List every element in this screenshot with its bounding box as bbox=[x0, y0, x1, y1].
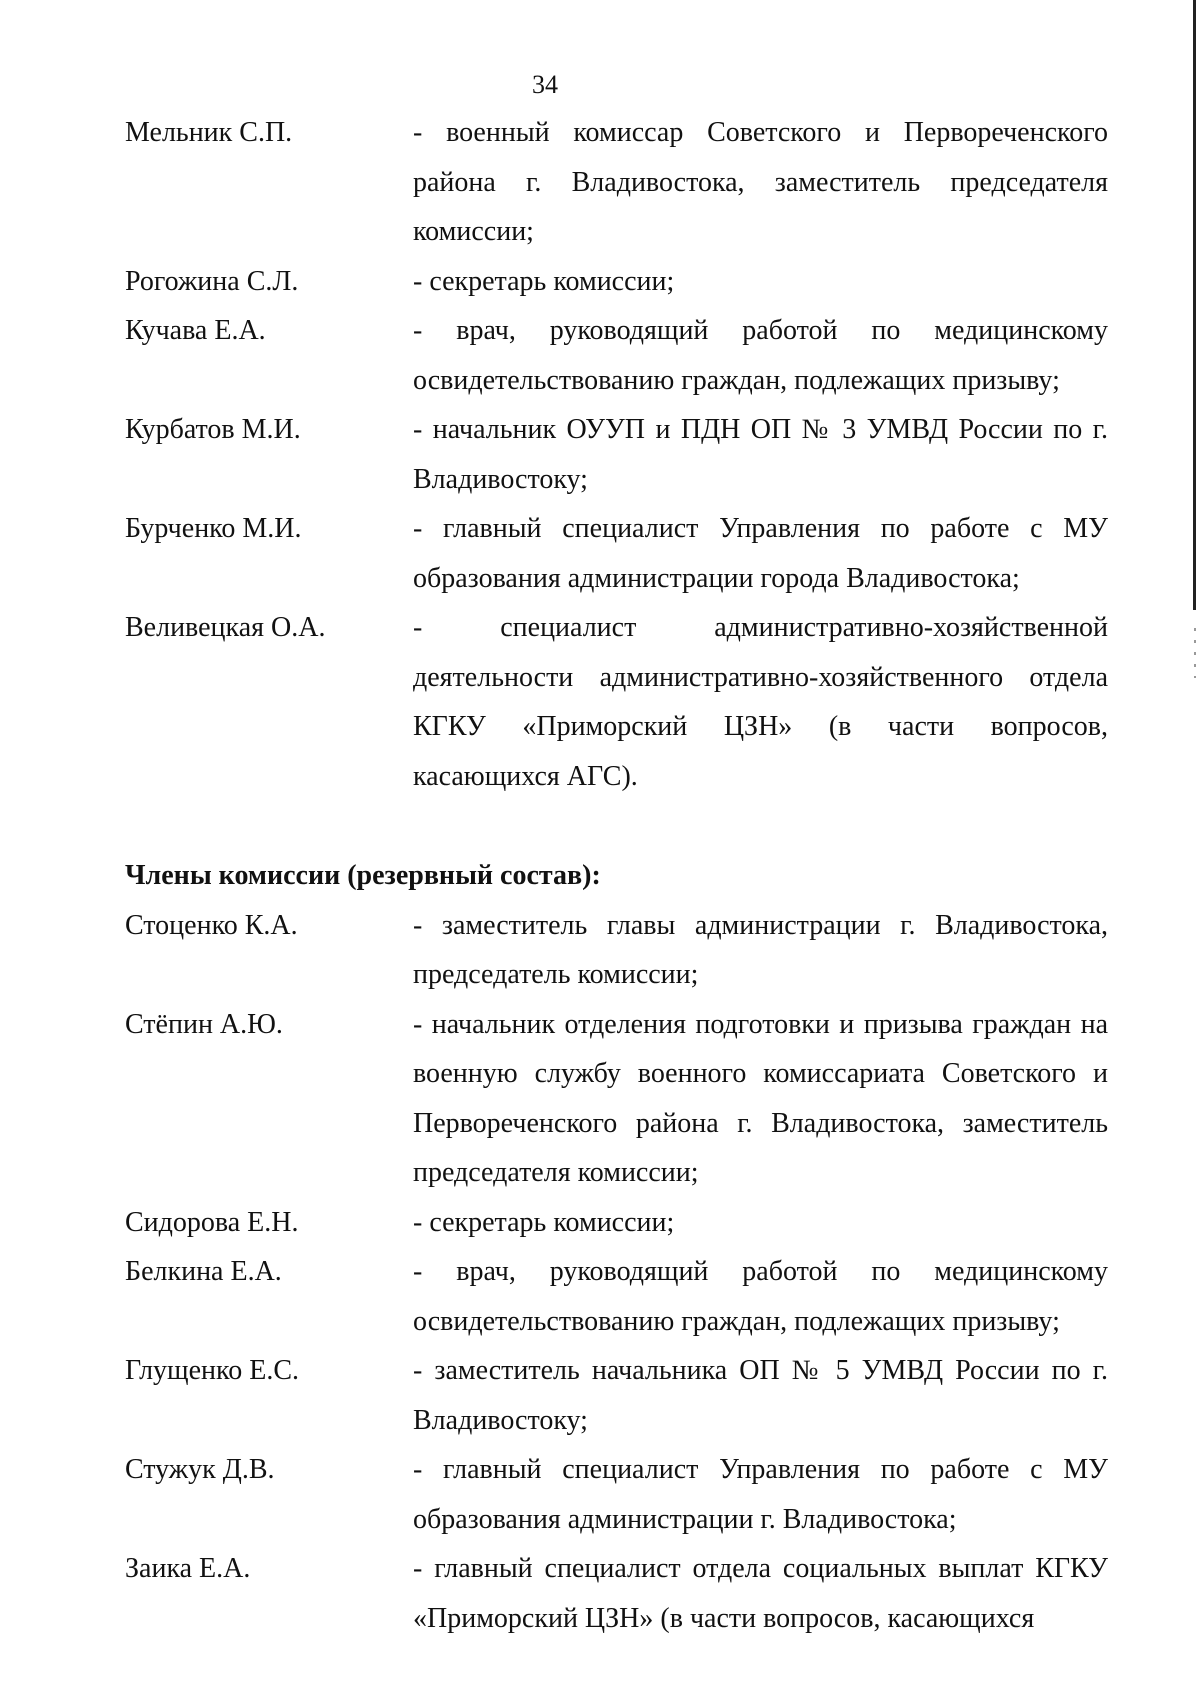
member-entry bbox=[125, 306, 1108, 405]
member-entry bbox=[125, 504, 1108, 603]
reserve-member-entry bbox=[125, 901, 1108, 1000]
reserve-member-entry bbox=[125, 1000, 1108, 1198]
member-role: - начальник отделения подготовки и призыва граждан на военную службу военного комиссариата Советского и Первореченского района г. Владивостока, заместитель председателя комиссии; bbox=[413, 1008, 1108, 1188]
member-role: - военный комиссар Советского и Первореченского района г. Владивостока, заместитель председателя комиссии; bbox=[413, 117, 1108, 247]
member-entry bbox=[125, 108, 1108, 257]
reserve-member-entry bbox=[125, 1346, 1108, 1445]
member-entry bbox=[125, 603, 1108, 801]
member-name: Веливецкая О.А. bbox=[125, 612, 326, 643]
member-role: - секретарь комиссии; bbox=[413, 265, 675, 297]
page-number: 34 bbox=[532, 70, 558, 99]
reserve-member-entry bbox=[125, 1445, 1108, 1544]
member-role: - врач, руководящий работой по медицинскому освидетельствованию граждан, подлежащих призыву; bbox=[413, 315, 1108, 396]
member-entry bbox=[125, 257, 1108, 307]
member-role: - начальник ОУУП и ПДН ОП № 3 УМВД России по г. Владивостоку; bbox=[413, 414, 1108, 495]
page-edge-line bbox=[1193, 0, 1196, 610]
member-name: Белкина Е.А. bbox=[125, 1256, 282, 1287]
reserve-section-heading: Члены комиссии (резервный состав): bbox=[125, 860, 601, 891]
member-name: Глущенко Е.С. bbox=[125, 1355, 299, 1386]
member-name: Кучава Е.А. bbox=[125, 315, 266, 346]
member-role: - секретарь комиссии; bbox=[413, 1206, 675, 1238]
member-name: Сидорова Е.Н. bbox=[125, 1206, 299, 1238]
document-body bbox=[125, 108, 1108, 1643]
member-name: Стужук Д.В. bbox=[125, 1454, 275, 1485]
reserve-member-entry bbox=[125, 1544, 1108, 1643]
member-name: Бурченко М.И. bbox=[125, 513, 302, 544]
member-entry bbox=[125, 405, 1108, 504]
member-role: - заместитель начальника ОП № 5 УМВД России по г. Владивостоку; bbox=[413, 1355, 1108, 1436]
member-name: Заика Е.А. bbox=[125, 1553, 251, 1584]
member-name: Стёпин А.Ю. bbox=[125, 1008, 283, 1040]
member-role: - заместитель главы администрации г. Владивостока, председатель комиссии; bbox=[413, 909, 1108, 990]
member-role: - специалист административно-хозяйственной деятельности административно-хозяйственного отдела КГКУ «Приморский ЦЗН» (в части вопросов, касающихся АГС). bbox=[413, 612, 1108, 792]
member-name: Мельник С.П. bbox=[125, 117, 293, 148]
member-name: Рогожина С.Л. bbox=[125, 265, 299, 297]
member-role: - главный специалист Управления по работе с МУ образования администрации г. Владивостока; bbox=[413, 1454, 1108, 1535]
member-role: - главный специалист Управления по работе с МУ образования администрации города Владивостока; bbox=[413, 513, 1108, 594]
member-role: - главный специалист отдела социальных выплат КГКУ «Приморский ЦЗН» (в части вопросов, касающихся bbox=[413, 1553, 1108, 1634]
member-name: Стоценко К.А. bbox=[125, 909, 298, 941]
member-role: - врач, руководящий работой по медицинскому освидетельствованию граждан, подлежащих призыву; bbox=[413, 1256, 1108, 1337]
reserve-member-entry bbox=[125, 1247, 1108, 1346]
reserve-member-entry bbox=[125, 1198, 1108, 1248]
member-name: Курбатов М.И. bbox=[125, 414, 301, 445]
page-edge-marks bbox=[1194, 628, 1196, 678]
